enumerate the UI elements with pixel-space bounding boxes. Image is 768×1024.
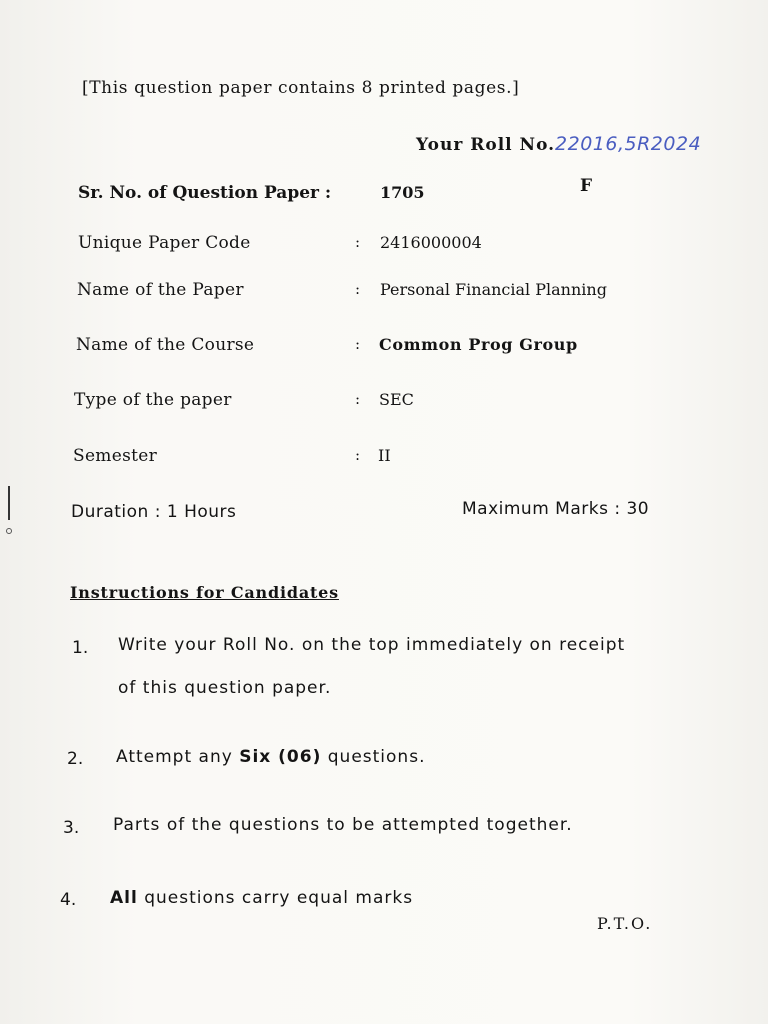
paper-name-label: Name of the Paper [77, 280, 244, 300]
instruction-number: 1. [72, 638, 89, 658]
instruction-number: 4. [60, 890, 77, 910]
course-name-value: Common Prog Group [379, 335, 578, 354]
row-colon: : [355, 233, 361, 251]
maximum-marks: Maximum Marks : 30 [462, 499, 650, 519]
row-colon: : [355, 390, 361, 408]
row-colon: : [355, 446, 361, 464]
instruction-4-post: questions carry equal marks [137, 888, 414, 908]
margin-dot [6, 528, 12, 534]
instruction-2-bold: Six (06) [239, 747, 322, 767]
roll-number-line [416, 133, 701, 155]
row-colon: : [355, 335, 361, 353]
instruction-4 [110, 888, 413, 908]
sr-no-label: Sr. No. of Question Paper : [78, 183, 332, 203]
instruction-1-line1: Write your Roll No. on the top immediately on receipt [118, 635, 626, 655]
paper-type-value: SEC [379, 390, 414, 409]
semester-label: Semester [73, 446, 158, 466]
set-letter: F [580, 176, 593, 196]
unique-paper-code-value: 2416000004 [380, 233, 482, 252]
instruction-1-line2: of this question paper. [118, 678, 332, 698]
instruction-number: 3. [63, 818, 80, 838]
pages-note: [This question paper contains 8 printed pages.] [82, 78, 520, 98]
roll-label: Your Roll No. [416, 135, 556, 155]
pto: P.T.O. [597, 914, 653, 933]
unique-paper-code-label: Unique Paper Code [78, 233, 251, 253]
instruction-2 [116, 747, 425, 767]
paper-name-value: Personal Financial Planning [380, 280, 607, 299]
margin-mark [8, 486, 10, 520]
instruction-2-pre: Attempt any [116, 747, 240, 767]
instruction-4-bold: All [110, 888, 138, 908]
duration: Duration : 1 Hours [71, 502, 237, 522]
sr-no-value: 1705 [380, 183, 425, 202]
roll-value-handwritten: 22016,5R2024 [555, 133, 702, 155]
course-name-label: Name of the Course [76, 335, 255, 355]
row-colon: : [355, 280, 361, 298]
instruction-3: Parts of the questions to be attempted together. [113, 815, 573, 835]
instruction-number: 2. [67, 749, 84, 769]
instructions-heading: Instructions for Candidates [70, 583, 339, 602]
semester-value: II [378, 446, 391, 465]
paper-type-label: Type of the paper [74, 390, 232, 410]
instruction-2-post: questions. [321, 747, 426, 767]
